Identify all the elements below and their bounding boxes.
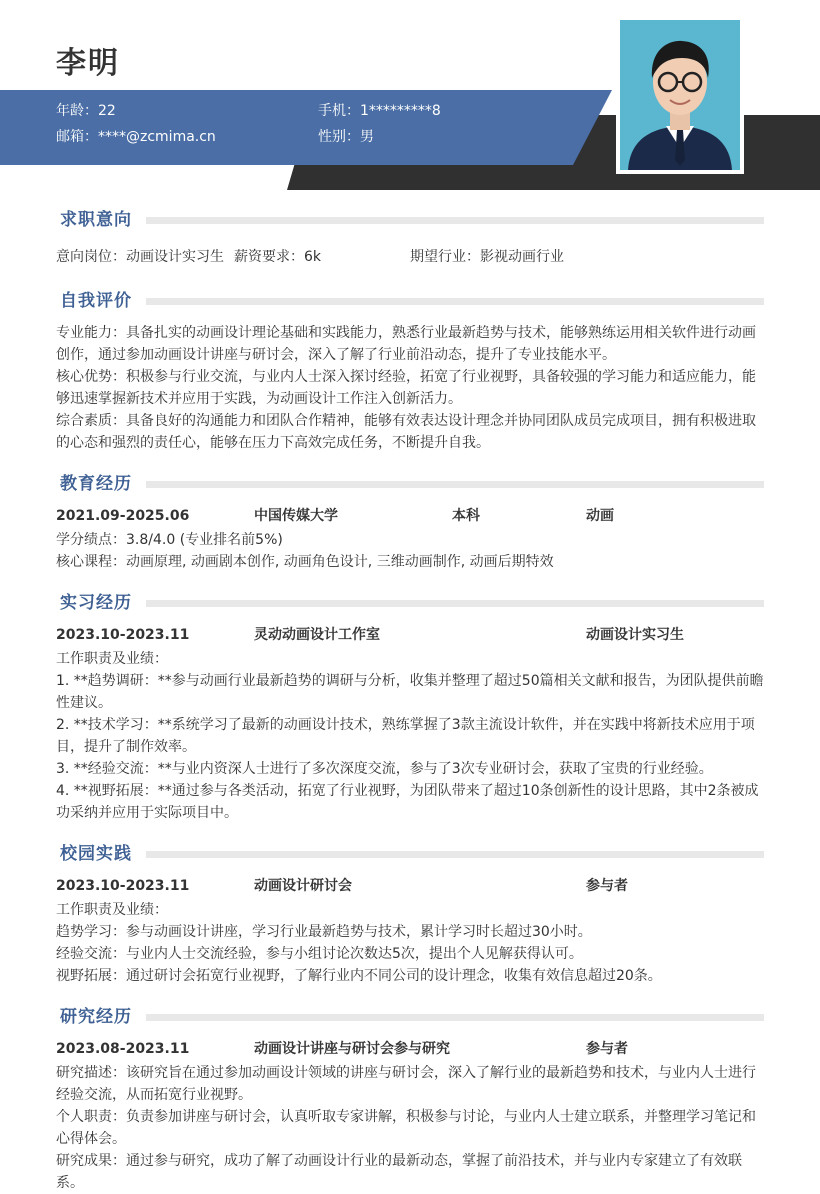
job-intent-title: 求职意向 xyxy=(60,208,138,232)
education-degree: 本科 xyxy=(452,508,480,524)
intent-row xyxy=(56,246,764,268)
resume-header xyxy=(0,0,820,190)
age-field: 年龄：22 xyxy=(56,103,116,119)
self-eval-paragraph: 专业能力：具备扎实的动画设计理论基础和实践能力，熟悉行业最新趋势与技术，能够熟练运用相关软件进行动画创作，通过参加动画设计讲座与研讨会，深入了解了行业前沿动态，提升了专业技能水平。 xyxy=(56,325,756,363)
campus-org: 动画设计研讨会 xyxy=(254,878,352,894)
intent-industry: 期望行业：影视动画行业 xyxy=(410,249,564,265)
section-divider xyxy=(146,298,764,305)
section-title xyxy=(56,472,764,496)
campus-item: 趋势学习：参与动画设计讲座，学习行业最新趋势与技术，累计学习时长超过30小时。 xyxy=(56,924,592,940)
education-title: 教育经历 xyxy=(60,472,138,496)
section-divider xyxy=(146,851,764,858)
internship-label: 工作职责及业绩： xyxy=(56,651,168,667)
research-item: 研究成果：通过参与研究，成功了解了动画设计行业的最新动态，掌握了前沿技术，并与业内专家建立了有效联系。 xyxy=(56,1153,742,1191)
research-section xyxy=(56,1005,764,1194)
research-title: 研究经历 xyxy=(60,1005,138,1029)
self-eval-paragraph: 核心优势：积极参与行业交流，与业内人士深入探讨经验，拓宽了行业视野，具备较强的学习能力和适应能力，能够迅速掌握新技术并应用于实践，为动画设计工作注入创新活力。 xyxy=(56,369,756,407)
internship-company: 灵动动画设计工作室 xyxy=(254,627,380,643)
education-section xyxy=(56,472,764,573)
internship-item: 3. **经验交流：**与业内资深人士进行了多次深度交流，参与了3次专业研讨会，获取了宝贵的行业经验。 xyxy=(56,761,713,777)
section-divider xyxy=(146,217,764,224)
campus-practice-section xyxy=(56,842,764,987)
gender-field: 性别：男 xyxy=(318,129,374,145)
education-row xyxy=(56,505,764,527)
research-period: 2023.08-2023.11 xyxy=(56,1041,190,1057)
campus-period: 2023.10-2023.11 xyxy=(56,878,190,894)
campus-practice-title: 校园实践 xyxy=(60,842,138,866)
internship-section xyxy=(56,591,764,824)
internship-item: 4. **视野拓展：**通过参与各类活动，拓宽了行业视野，为团队带来了超过10条创新性的设计思路，其中2条被成功采纳并应用于实际项目中。 xyxy=(56,783,759,821)
profile-photo-frame xyxy=(616,16,744,174)
candidate-name: 李明 xyxy=(56,46,120,81)
intent-position: 意向岗位：动画设计实习生 xyxy=(56,249,224,265)
internship-period: 2023.10-2023.11 xyxy=(56,627,190,643)
self-evaluation-section xyxy=(56,289,764,454)
research-item: 个人职责：负责参加讲座与研讨会，认真听取专家讲解，积极参与讨论，与业内人士建立联系，并整理学习笔记和心得体会。 xyxy=(56,1109,756,1147)
section-title xyxy=(56,842,764,866)
education-major: 动画 xyxy=(586,508,614,524)
internship-title: 实习经历 xyxy=(60,591,138,615)
email-field: 邮箱：****@zcmima.cn xyxy=(56,129,216,145)
section-divider xyxy=(146,600,764,607)
job-intent-section xyxy=(56,208,764,268)
phone-field: 手机：1*********8 xyxy=(318,103,441,119)
portrait-illustration xyxy=(620,20,740,170)
campus-item: 视野拓展：通过研讨会拓宽行业视野，了解行业内不同公司的设计理念，收集有效信息超过20条。 xyxy=(56,968,662,984)
section-title xyxy=(56,289,764,313)
section-divider xyxy=(146,481,764,488)
research-role: 参与者 xyxy=(586,1041,628,1057)
section-divider xyxy=(146,1014,764,1021)
campus-label: 工作职责及业绩： xyxy=(56,902,168,918)
education-gpa: 学分绩点：3.8/4.0 (专业排名前5%) xyxy=(56,532,283,548)
internship-role: 动画设计实习生 xyxy=(586,627,684,643)
internship-item: 1. **趋势调研：**参与动画行业最新趋势的调研与分析，收集并整理了超过50篇相关文献和报告，为团队提供前瞻性建议。 xyxy=(56,673,764,711)
internship-item: 2. **技术学习：**系统学习了最新的动画设计技术，熟练掌握了3款主流设计软件，并在实践中将新技术应用于项目，提升了制作效率。 xyxy=(56,717,755,755)
section-title xyxy=(56,208,764,232)
campus-role: 参与者 xyxy=(586,878,628,894)
section-title xyxy=(56,591,764,615)
section-title xyxy=(56,1005,764,1029)
research-project: 动画设计讲座与研讨会参与研究 xyxy=(254,1041,450,1057)
intent-salary: 薪资要求：6k xyxy=(234,249,322,265)
campus-item: 经验交流：与业内人士交流经验，参与小组讨论次数达5次，提出个人见解获得认可。 xyxy=(56,946,583,962)
research-item: 研究描述：该研究旨在通过参加动画设计领域的讲座与研讨会，深入了解行业的最新趋势和技术，与业内人士进行经验交流，从而拓宽行业视野。 xyxy=(56,1065,756,1103)
self-eval-paragraph: 综合素质：具备良好的沟通能力和团队合作精神，能够有效表达设计理念并协同团队成员完成项目，拥有积极进取的心态和强烈的责任心，能够在压力下高效完成任务，不断提升自我。 xyxy=(56,413,756,451)
internship-row xyxy=(56,624,764,646)
profile-photo xyxy=(620,20,740,170)
research-row xyxy=(56,1038,764,1060)
education-period: 2021.09-2025.06 xyxy=(56,508,190,524)
campus-row xyxy=(56,875,764,897)
education-school: 中国传媒大学 xyxy=(254,508,338,524)
self-evaluation-title: 自我评价 xyxy=(60,289,138,313)
education-courses: 核心课程：动画原理, 动画剧本创作, 动画角色设计, 三维动画制作, 动画后期特效 xyxy=(56,554,554,570)
